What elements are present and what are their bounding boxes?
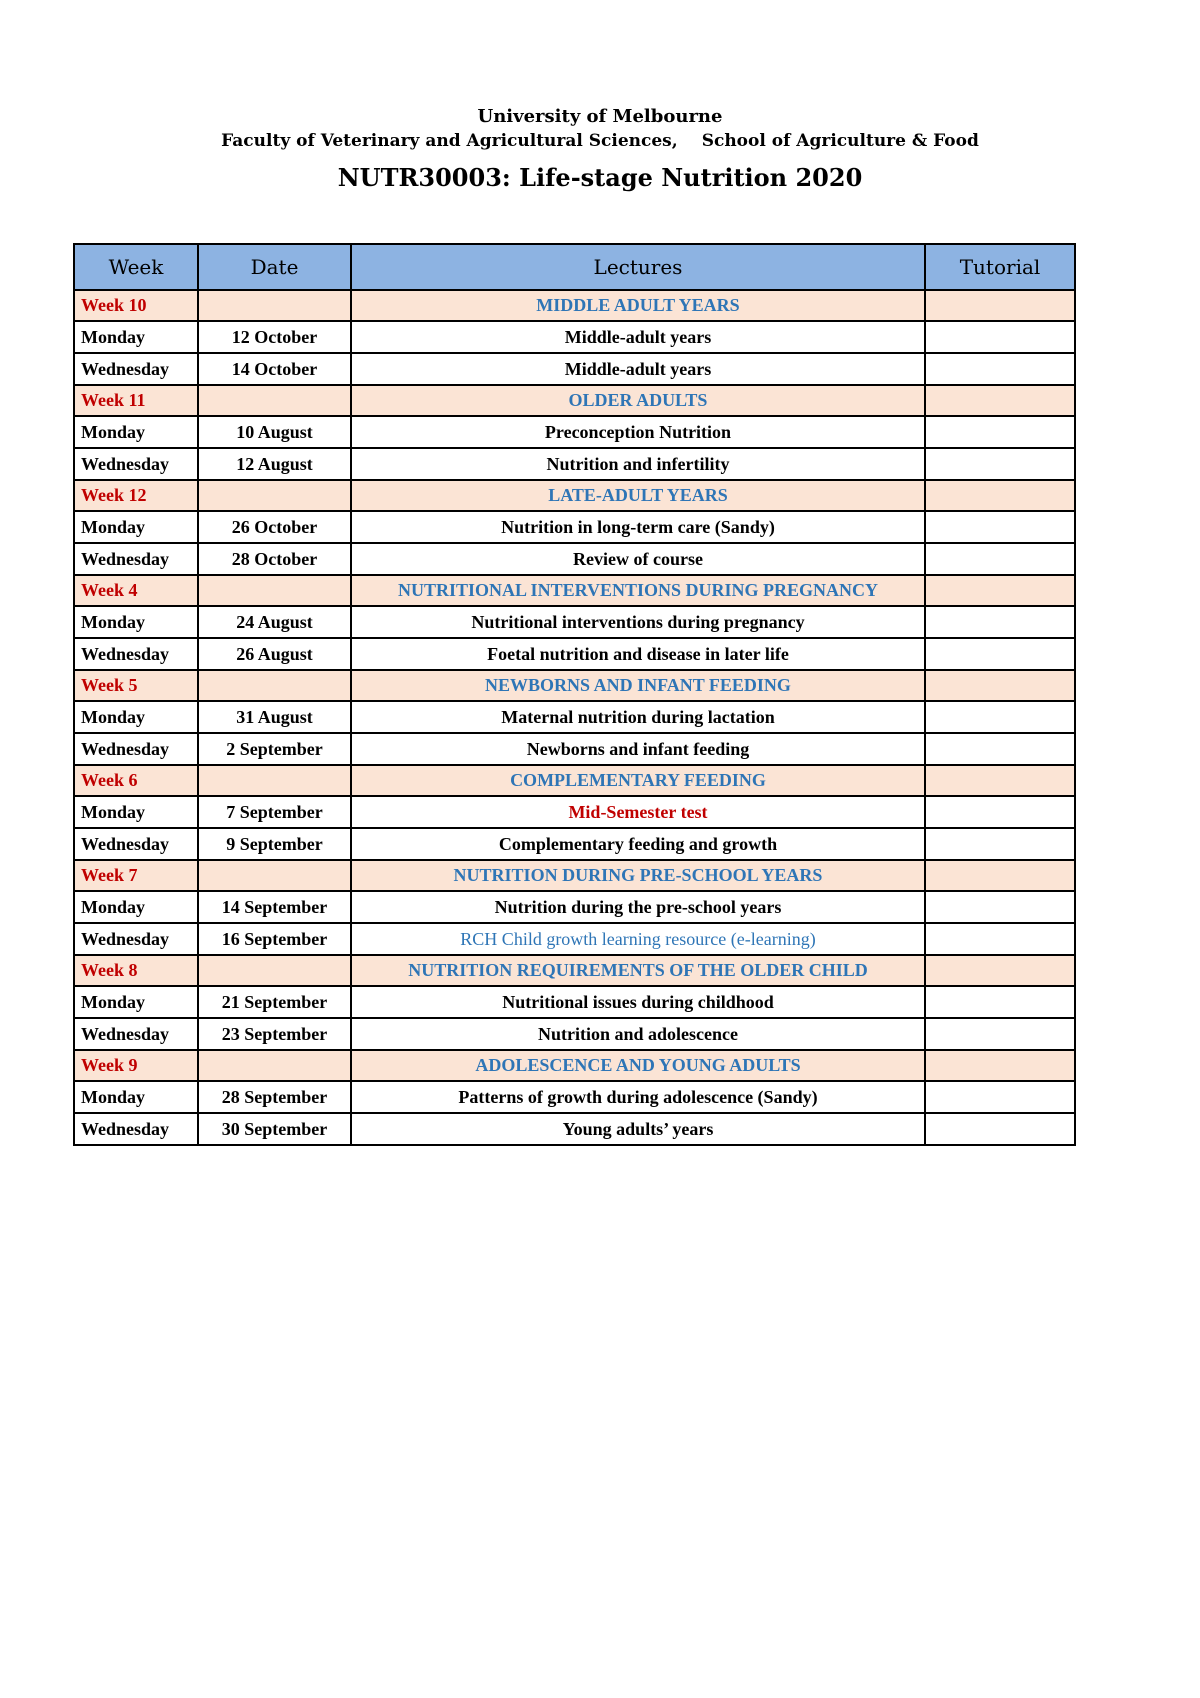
week-topic: NUTRITION DURING PRE-SCHOOL YEARS <box>351 860 925 891</box>
lecture-title: Foetal nutrition and disease in later life <box>351 638 925 670</box>
lecture-day: Wednesday <box>74 733 198 765</box>
week-row <box>74 860 1075 891</box>
week-row <box>74 290 1075 321</box>
lecture-date: 12 October <box>198 321 351 353</box>
tutorial-cell <box>925 1018 1075 1050</box>
lecture-title: RCH Child growth learning resource (e-learning) <box>351 923 925 955</box>
lecture-title: Newborns and infant feeding <box>351 733 925 765</box>
lecture-date: 23 September <box>198 1018 351 1050</box>
tutorial-cell <box>925 891 1075 923</box>
faculty-line <box>0 131 1200 151</box>
tutorial-cell <box>925 955 1075 986</box>
week-label: Week 11 <box>74 385 198 416</box>
lecture-row <box>74 1081 1075 1113</box>
lecture-title: Complementary feeding and growth <box>351 828 925 860</box>
lecture-row <box>74 638 1075 670</box>
header-lectures: Lectures <box>351 244 925 290</box>
lecture-date: 16 September <box>198 923 351 955</box>
lecture-date: 12 August <box>198 448 351 480</box>
week-date-cell <box>198 385 351 416</box>
lecture-row <box>74 321 1075 353</box>
week-row <box>74 955 1075 986</box>
tutorial-cell <box>925 480 1075 511</box>
tutorial-cell <box>925 638 1075 670</box>
lecture-day: Wednesday <box>74 543 198 575</box>
lecture-date: 30 September <box>198 1113 351 1145</box>
week-label: Week 12 <box>74 480 198 511</box>
lecture-date: 2 September <box>198 733 351 765</box>
lecture-date: 28 September <box>198 1081 351 1113</box>
lecture-day: Wednesday <box>74 1113 198 1145</box>
header-week: Week <box>74 244 198 290</box>
tutorial-cell <box>925 543 1075 575</box>
week-date-cell <box>198 860 351 891</box>
tutorial-cell <box>925 860 1075 891</box>
lecture-day: Monday <box>74 1081 198 1113</box>
lecture-row <box>74 891 1075 923</box>
lecture-day: Monday <box>74 321 198 353</box>
lecture-title: Patterns of growth during adolescence (Sandy) <box>351 1081 925 1113</box>
week-row <box>74 480 1075 511</box>
lecture-title: Nutritional interventions during pregnancy <box>351 606 925 638</box>
lecture-title: Review of course <box>351 543 925 575</box>
week-label: Week 5 <box>74 670 198 701</box>
week-topic: ADOLESCENCE AND YOUNG ADULTS <box>351 1050 925 1081</box>
faculty-name: Faculty of Veterinary and Agricultural Sciences, <box>221 131 678 151</box>
tutorial-cell <box>925 448 1075 480</box>
week-topic: MIDDLE ADULT YEARS <box>351 290 925 321</box>
week-row <box>74 765 1075 796</box>
lecture-row <box>74 701 1075 733</box>
week-topic: NUTRITION REQUIREMENTS OF THE OLDER CHILD <box>351 955 925 986</box>
lecture-day: Wednesday <box>74 828 198 860</box>
week-label: Week 10 <box>74 290 198 321</box>
tutorial-cell <box>925 670 1075 701</box>
lecture-row <box>74 733 1075 765</box>
tutorial-cell <box>925 1081 1075 1113</box>
week-date-cell <box>198 765 351 796</box>
university-name: University of Melbourne <box>477 106 723 127</box>
lecture-row <box>74 353 1075 385</box>
week-date-cell <box>198 575 351 606</box>
week-date-cell <box>198 670 351 701</box>
lecture-day: Wednesday <box>74 923 198 955</box>
lecture-title: Nutritional issues during childhood <box>351 986 925 1018</box>
lecture-row <box>74 448 1075 480</box>
lecture-day: Wednesday <box>74 638 198 670</box>
lecture-title: Preconception Nutrition <box>351 416 925 448</box>
lecture-day: Wednesday <box>74 1018 198 1050</box>
lecture-date: 26 October <box>198 511 351 543</box>
lecture-title: Nutrition during the pre-school years <box>351 891 925 923</box>
week-row <box>74 385 1075 416</box>
lecture-day: Monday <box>74 986 198 1018</box>
lecture-date: 26 August <box>198 638 351 670</box>
lecture-day: Wednesday <box>74 448 198 480</box>
lecture-title: Middle-adult years <box>351 353 925 385</box>
tutorial-cell <box>925 511 1075 543</box>
tutorial-cell <box>925 606 1075 638</box>
tutorial-cell <box>925 575 1075 606</box>
tutorial-cell <box>925 385 1075 416</box>
lecture-date: 7 September <box>198 796 351 828</box>
lecture-date: 14 September <box>198 891 351 923</box>
lecture-row <box>74 828 1075 860</box>
tutorial-cell <box>925 986 1075 1018</box>
week-row <box>74 1050 1075 1081</box>
tutorial-cell <box>925 828 1075 860</box>
week-label: Week 7 <box>74 860 198 891</box>
tutorial-cell <box>925 765 1075 796</box>
lecture-date: 31 August <box>198 701 351 733</box>
school-name: School of Agriculture & Food <box>701 131 979 151</box>
week-label: Week 9 <box>74 1050 198 1081</box>
lecture-day: Monday <box>74 796 198 828</box>
lecture-row <box>74 511 1075 543</box>
header-tutorial: Tutorial <box>925 244 1075 290</box>
course-title: NUTR30003: Life-stage Nutrition 2020 <box>337 163 863 192</box>
week-date-cell <box>198 290 351 321</box>
schedule-table <box>73 243 1076 1146</box>
lecture-date: 10 August <box>198 416 351 448</box>
lecture-title: Nutrition and infertility <box>351 448 925 480</box>
schedule-body <box>74 290 1075 1145</box>
week-date-cell <box>198 480 351 511</box>
week-topic: NEWBORNS AND INFANT FEEDING <box>351 670 925 701</box>
tutorial-cell <box>925 733 1075 765</box>
lecture-row <box>74 416 1075 448</box>
lecture-row <box>74 606 1075 638</box>
week-row <box>74 670 1075 701</box>
lecture-row <box>74 1113 1075 1145</box>
week-topic: COMPLEMENTARY FEEDING <box>351 765 925 796</box>
lecture-title: Nutrition and adolescence <box>351 1018 925 1050</box>
lecture-date: 24 August <box>198 606 351 638</box>
lecture-day: Monday <box>74 606 198 638</box>
tutorial-cell <box>925 290 1075 321</box>
lecture-date: 14 October <box>198 353 351 385</box>
tutorial-cell <box>925 923 1075 955</box>
tutorial-cell <box>925 416 1075 448</box>
week-topic: LATE-ADULT YEARS <box>351 480 925 511</box>
lecture-day: Wednesday <box>74 353 198 385</box>
lecture-day: Monday <box>74 701 198 733</box>
tutorial-cell <box>925 353 1075 385</box>
tutorial-cell <box>925 796 1075 828</box>
lecture-title: Young adults’ years <box>351 1113 925 1145</box>
lecture-row <box>74 923 1075 955</box>
lecture-date: 21 September <box>198 986 351 1018</box>
lecture-date: 9 September <box>198 828 351 860</box>
lecture-row <box>74 1018 1075 1050</box>
lecture-title: Nutrition in long-term care (Sandy) <box>351 511 925 543</box>
tutorial-cell <box>925 1113 1075 1145</box>
lecture-title: Middle-adult years <box>351 321 925 353</box>
lecture-day: Monday <box>74 891 198 923</box>
tutorial-cell <box>925 1050 1075 1081</box>
week-label: Week 6 <box>74 765 198 796</box>
tutorial-cell <box>925 321 1075 353</box>
week-topic: NUTRITIONAL INTERVENTIONS DURING PREGNANCY <box>351 575 925 606</box>
week-date-cell <box>198 955 351 986</box>
week-topic: OLDER ADULTS <box>351 385 925 416</box>
lecture-date: 28 October <box>198 543 351 575</box>
lecture-day: Monday <box>74 511 198 543</box>
header-date: Date <box>198 244 351 290</box>
week-label: Week 4 <box>74 575 198 606</box>
lecture-row <box>74 796 1075 828</box>
lecture-title: Maternal nutrition during lactation <box>351 701 925 733</box>
lecture-row <box>74 986 1075 1018</box>
table-header-row <box>74 244 1075 290</box>
lecture-day: Monday <box>74 416 198 448</box>
week-date-cell <box>198 1050 351 1081</box>
lecture-row <box>74 543 1075 575</box>
week-row <box>74 575 1075 606</box>
lecture-title: Mid-Semester test <box>351 796 925 828</box>
week-label: Week 8 <box>74 955 198 986</box>
tutorial-cell <box>925 701 1075 733</box>
